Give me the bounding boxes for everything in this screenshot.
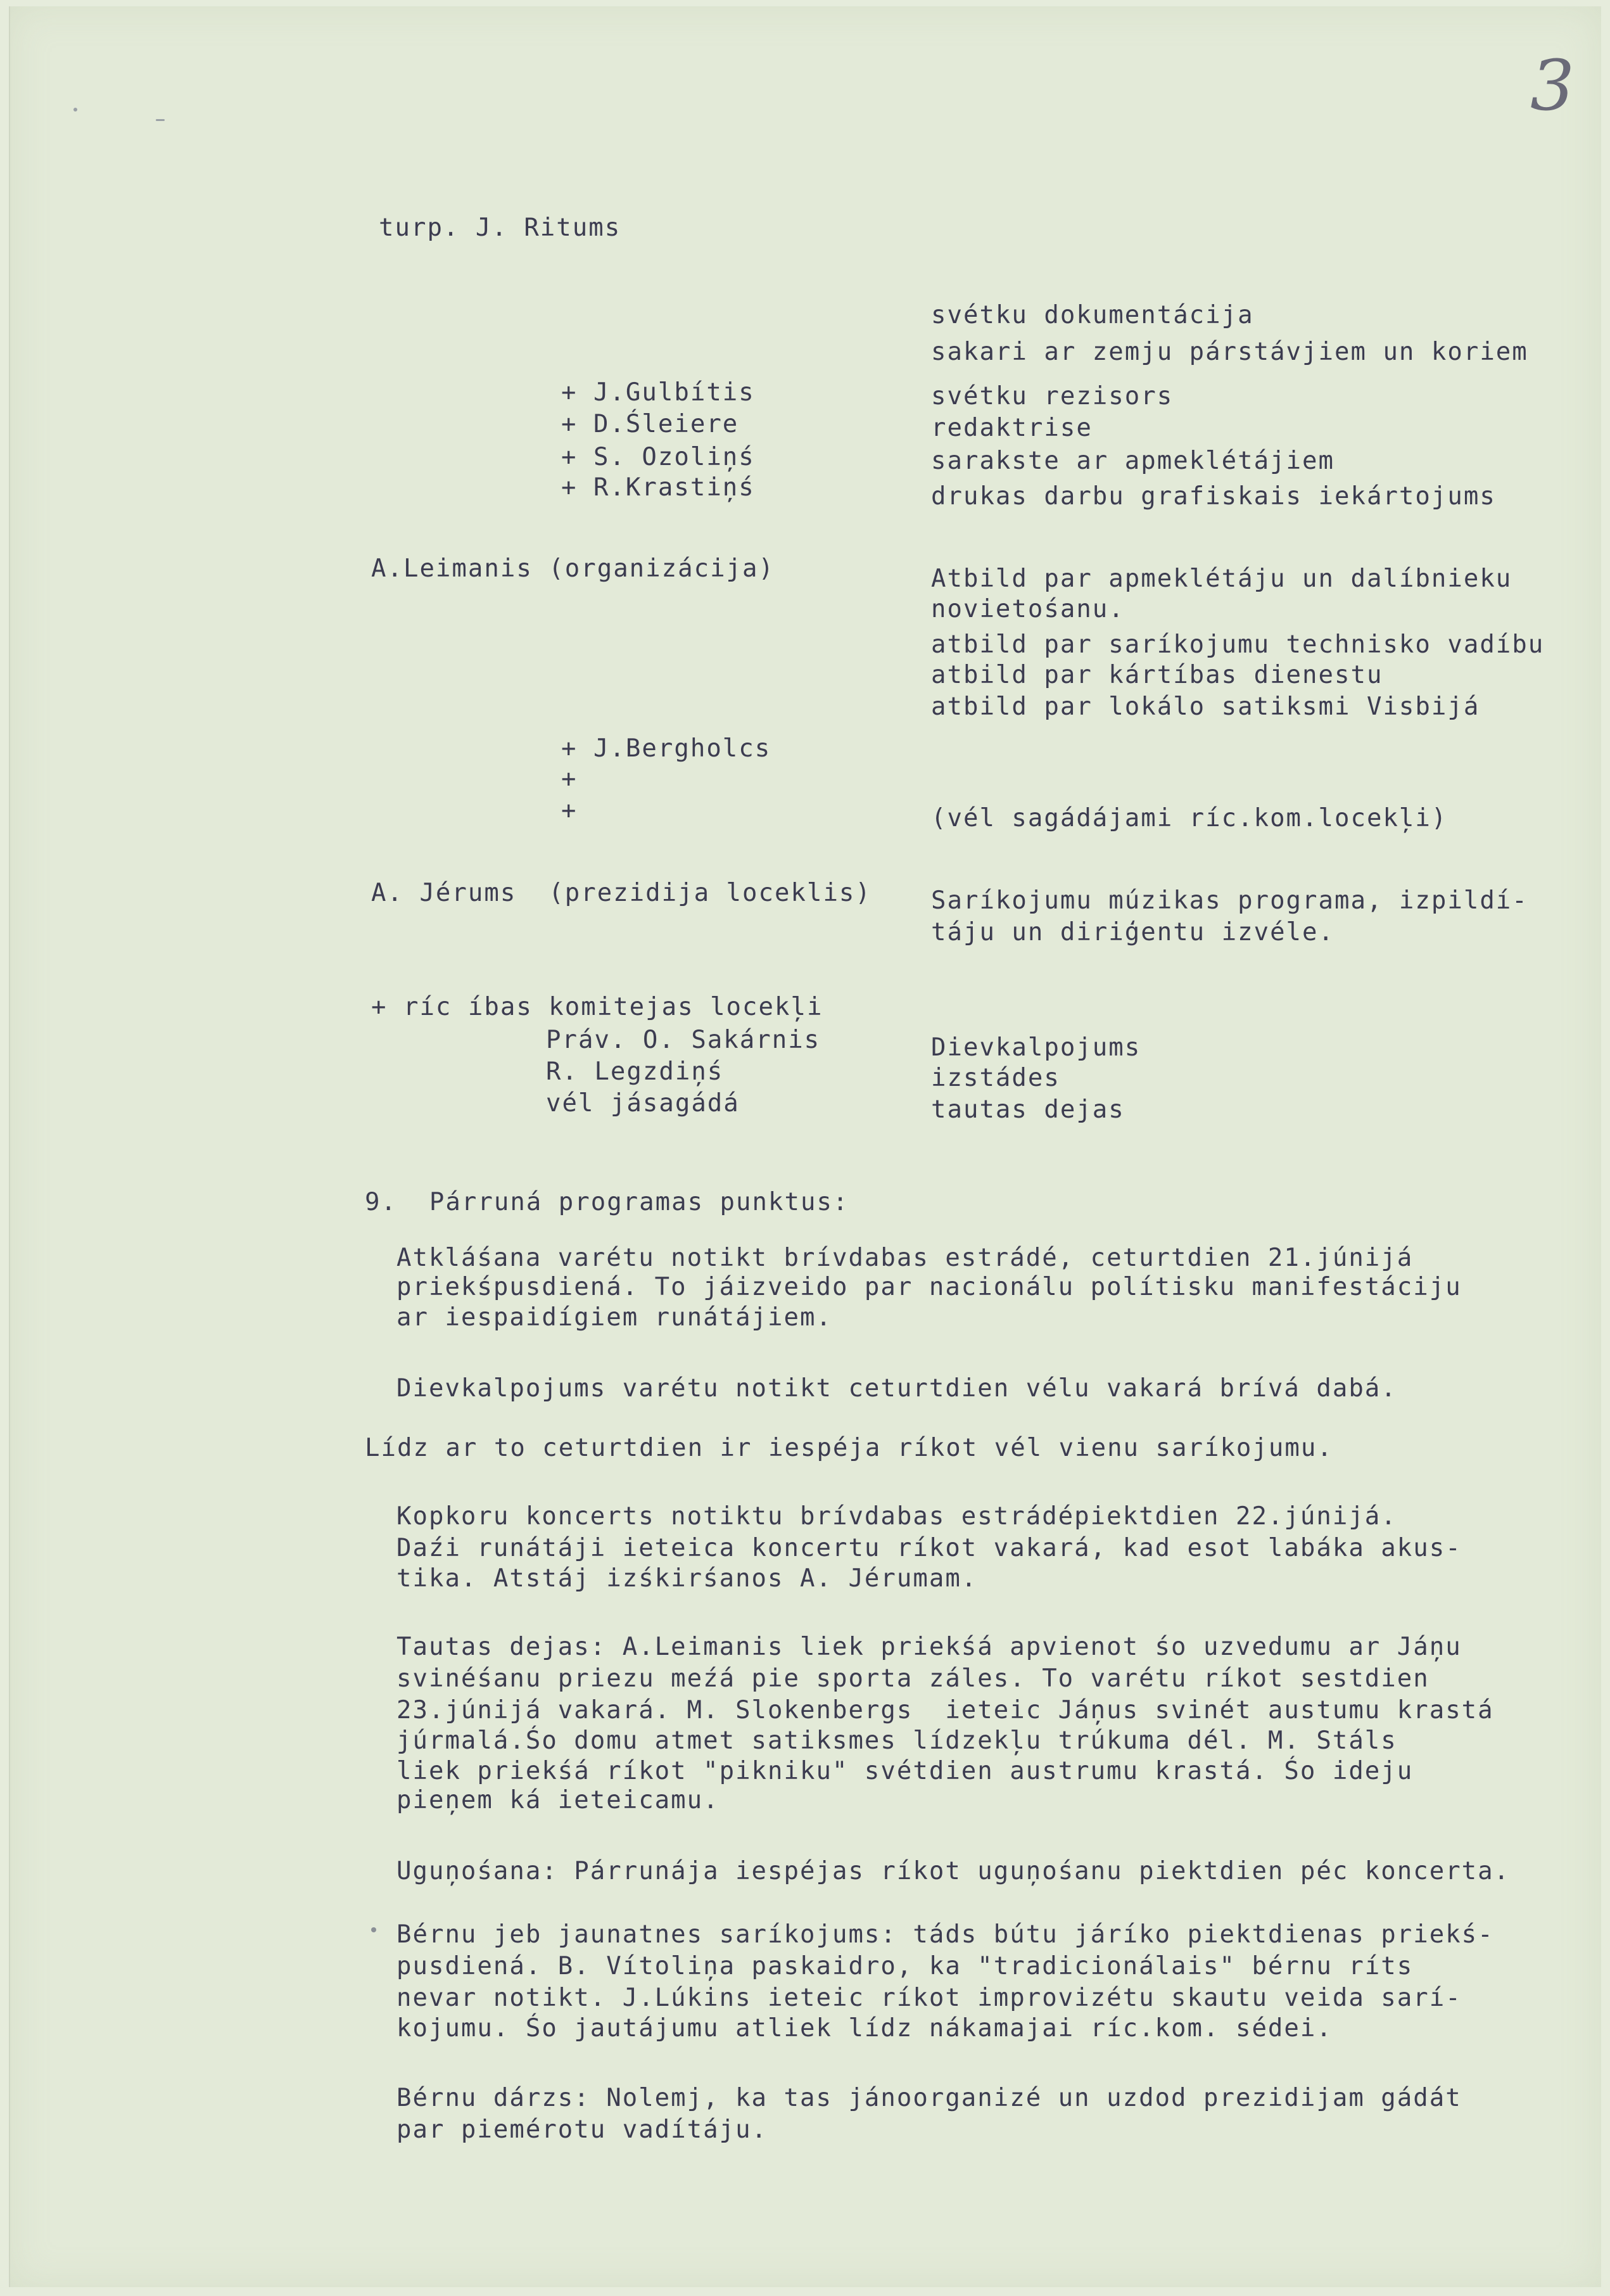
- paper-mark: [371, 1927, 376, 1932]
- member-name: vél jásagádá: [546, 1089, 740, 1118]
- header-name: turp. J. Ritums: [379, 214, 621, 242]
- member-role: redaktrise: [931, 414, 1093, 442]
- paragraph-line: priekśpusdiená. To jáizveido par nacionálu polítisku manifestáciju: [396, 1273, 1462, 1301]
- paragraph-line: Uguņośana: Párrunája iespéjas ríkot uguņośanu piektdien péc koncerta.: [396, 1857, 1511, 1885]
- paragraph-line: tika. Atstáj izśkirśanos A. Jérumam.: [396, 1564, 978, 1593]
- role-line: sakari ar zemju párstávjiem un koriem: [931, 338, 1528, 366]
- paragraph-line: pusdiená. B. Vítoliņa paskaidro, ka "tradicionálais" bérnu ríts: [396, 1952, 1414, 1980]
- pending-note: (vél sagádájami ríc.kom.locekļi): [931, 804, 1448, 832]
- duty-line: táju un diriģentu izvéle.: [931, 918, 1334, 947]
- duty-line: Atbild par apmeklétáju un dalíbnieku: [931, 564, 1512, 593]
- member-placeholder: +: [561, 765, 578, 793]
- member-name: R. Legzdiņś: [546, 1057, 724, 1086]
- paper-speck: [156, 119, 165, 121]
- paragraph-line: Bérnu dárzs: Nolemj, ka tas jánoorganizé un uzdod prezidijam gádát: [396, 2084, 1462, 2112]
- paper-speck: [73, 108, 77, 112]
- member-name: + J.Bergholcs: [561, 734, 771, 763]
- member-name: + D.Śleiere: [561, 410, 739, 438]
- organizer-name: A.Leimanis (organizácija): [371, 554, 775, 583]
- paragraph-line: liek priekśá ríkot "pikniku" svétdien austrumu krastá. Śo ideju: [396, 1757, 1414, 1785]
- duty-line: atbild par kártíbas dienestu: [931, 661, 1383, 689]
- role-line: svétku dokumentácija: [931, 301, 1254, 329]
- document-page: [9, 6, 1601, 2287]
- paragraph-line: Atkláśana varétu notikt brívdabas estrádé, ceturtdien 21.júnijá: [396, 1244, 1414, 1272]
- member-role: drukas darbu grafiskais iekártojums: [931, 482, 1496, 511]
- paragraph-line: svinéśanu priezu meźá pie sporta záles. To varétu ríkot sestdien: [396, 1664, 1429, 1693]
- paragraph-line: Tautas dejas: A.Leimanis liek priekśá apvienot śo uzvedumu ar Jáņu: [396, 1633, 1462, 1661]
- member-name: Práv. O. Sakárnis: [546, 1026, 821, 1054]
- paragraph-line: par piemérotu vadítáju.: [396, 2115, 768, 2144]
- paragraph-line: pieņem ká ieteicamu.: [396, 1786, 719, 1814]
- paragraph-line: nevar notikt. J.Lúkins ieteic ríkot improvizétu skautu veida sarí-: [396, 1984, 1462, 2012]
- member-role: tautas dejas: [931, 1095, 1125, 1124]
- paragraph-line: 23.júnijá vakará. M. Slokenbergs ieteic Jáņus svinét austumu krastá: [396, 1696, 1494, 1725]
- paragraph-line: kojumu. Śo jautájumu atliek lídz nákamajai ríc.kom. sédei.: [396, 2014, 1333, 2043]
- member-role: Dievkalpojums: [931, 1033, 1141, 1062]
- paragraph-line: Kopkoru koncerts notiktu brívdabas estrádépiektdien 22.júnijá.: [396, 1502, 1397, 1531]
- duty-line: Saríkojumu múzikas programa, izpildí-: [931, 886, 1528, 915]
- paragraph-line: Lídz ar to ceturtdien ir iespéja ríkot vél vienu saríkojumu.: [365, 1434, 1333, 1462]
- member-role: svétku rezisors: [931, 382, 1174, 411]
- member-placeholder: +: [561, 796, 578, 825]
- member-name: + J.Gulbítis: [561, 378, 755, 407]
- paragraph-line: Dievkalpojums varétu notikt ceturtdien vélu vakará brívá dabá.: [396, 1374, 1397, 1403]
- paragraph-line: ar iespaidígiem runátájiem.: [396, 1303, 832, 1332]
- member-role: sarakste ar apmeklétájiem: [931, 447, 1334, 475]
- section-heading: 9. Párruná programas punktus:: [365, 1188, 849, 1216]
- member-role: izstádes: [931, 1064, 1060, 1092]
- member-name: + S. Ozoliņś: [561, 443, 755, 471]
- duty-line: atbild par saríkojumu technisko vadíbu: [931, 630, 1545, 659]
- duty-line: atbild par lokálo satiksmi Visbijá: [931, 692, 1480, 721]
- member-name: + R.Krastiņś: [561, 473, 755, 502]
- paragraph-line: Daźi runátáji ieteica koncertu ríkot vakará, kad esot labáka akus-: [396, 1534, 1462, 1562]
- paragraph-line: Bérnu jeb jaunatnes saríkojums: táds bútu járíko piektdienas priekś-: [396, 1920, 1494, 1949]
- paragraph-line: júrmalá.Śo domu atmet satiksmes lídzekļu trúkuma dél. M. Stáls: [396, 1726, 1397, 1755]
- page-number: 3: [1530, 45, 1575, 126]
- duty-line: novietośanu.: [931, 595, 1125, 623]
- presidium-member: A. Jérums (prezidija loceklis): [371, 879, 872, 907]
- committee-heading: + ríc íbas komitejas locekļi: [371, 993, 823, 1021]
